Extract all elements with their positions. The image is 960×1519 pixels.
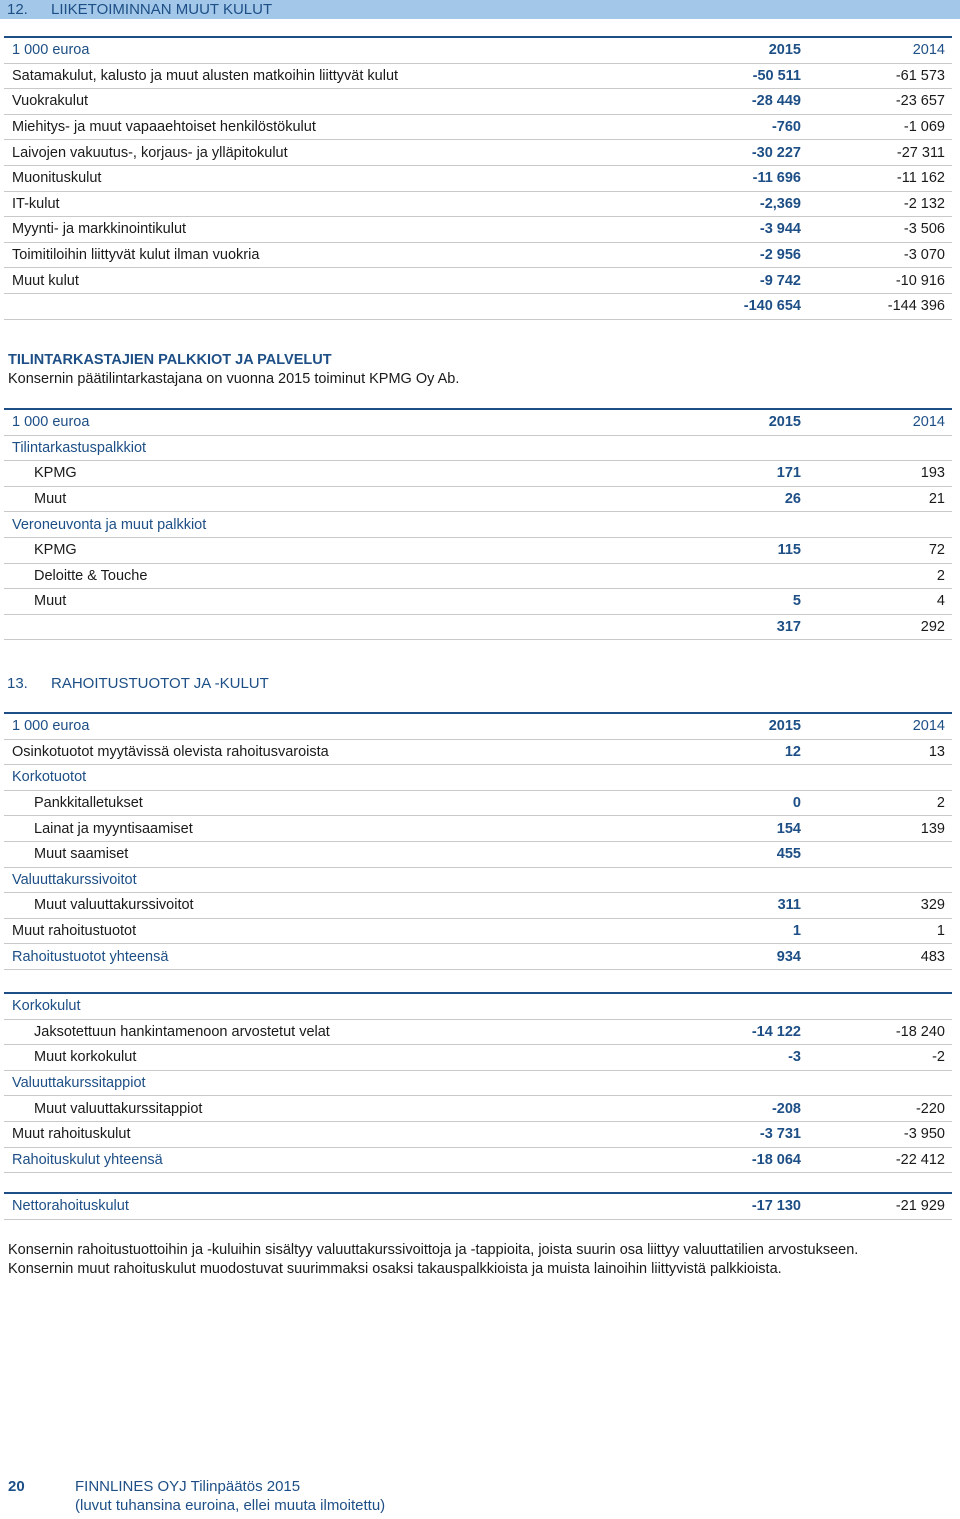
note-line: Konsernin rahoitustuottoihin ja -kuluihin sisältyy valuuttakurssivoittoja ja -tappioita, joista suurin osa liittyy valuuttatilien arvostukseen. bbox=[8, 1242, 859, 1258]
row-label: Satamakulut, kalusto ja muut alusten matkoihin liittyvät kulut bbox=[12, 67, 399, 84]
value-2014: 2014 bbox=[912, 414, 945, 431]
table-row bbox=[4, 765, 952, 791]
value-2014: -3 070 bbox=[903, 247, 945, 264]
row-label: Korkokulut bbox=[12, 998, 81, 1015]
section-13-title: RAHOITUSTUOTOT JA -KULUT bbox=[51, 675, 269, 692]
table-row bbox=[4, 243, 952, 269]
table-row bbox=[4, 816, 952, 842]
value-2014: -22 412 bbox=[895, 1151, 945, 1168]
row-label: Muut bbox=[34, 593, 67, 610]
value-2015: -11 696 bbox=[752, 170, 801, 187]
row-label: Korkotuotot bbox=[12, 769, 87, 786]
table-row bbox=[4, 89, 952, 115]
table-row bbox=[4, 842, 952, 868]
value-2014: 13 bbox=[928, 743, 945, 760]
value-2014: 193 bbox=[920, 465, 945, 482]
value-2015: -30 227 bbox=[751, 144, 801, 161]
value-2014: -144 396 bbox=[887, 298, 945, 315]
table-row bbox=[4, 564, 952, 590]
value-2015: -208 bbox=[771, 1100, 801, 1117]
table-row bbox=[4, 893, 952, 919]
page-number: 20 bbox=[8, 1478, 25, 1495]
row-label: IT-kulut bbox=[12, 195, 60, 212]
row-label: Toimitiloihin liittyvät kulut ilman vuokria bbox=[12, 247, 260, 264]
footer-text bbox=[75, 1477, 385, 1515]
table-row bbox=[4, 994, 952, 1020]
table-row bbox=[4, 436, 952, 462]
table-row bbox=[4, 1045, 952, 1071]
row-label: Osinkotuotot myytävissä olevista rahoitusvaroista bbox=[12, 743, 329, 760]
table-row bbox=[4, 217, 952, 243]
table-row bbox=[4, 919, 952, 945]
financial-expenses-table bbox=[4, 992, 952, 1173]
row-label: Rahoituskulut yhteensä bbox=[12, 1151, 163, 1168]
row-label: Muut rahoituskulut bbox=[12, 1126, 131, 1143]
table-header-row bbox=[4, 410, 952, 436]
row-label: 1 000 euroa bbox=[12, 42, 90, 59]
table-row bbox=[4, 1020, 952, 1046]
value-2014: -3 506 bbox=[903, 221, 945, 238]
row-label: Veroneuvonta ja muut palkkiot bbox=[12, 516, 207, 533]
value-2015: 26 bbox=[784, 491, 801, 508]
table-row bbox=[4, 1194, 952, 1220]
row-label: Muut saamiset bbox=[34, 846, 129, 863]
row-label: KPMG bbox=[34, 465, 77, 482]
table-row bbox=[4, 740, 952, 766]
section-number: 12. bbox=[7, 1, 28, 18]
value-2015: -3 731 bbox=[759, 1126, 801, 1143]
value-2014: -1 069 bbox=[903, 119, 945, 136]
row-label: Muut korkokulut bbox=[34, 1049, 137, 1066]
value-2014: 139 bbox=[920, 820, 945, 837]
value-2014: -21 929 bbox=[895, 1198, 945, 1215]
value-2015: -9 742 bbox=[759, 272, 801, 289]
row-label: KPMG bbox=[34, 542, 77, 559]
table-row bbox=[4, 1148, 952, 1174]
footer-line-1: FINNLINES OYJ Tilinpäätös 2015 bbox=[75, 1478, 301, 1495]
row-label: Muonituskulut bbox=[12, 170, 102, 187]
table-row bbox=[4, 461, 952, 487]
table-row bbox=[4, 512, 952, 538]
row-label: Miehitys- ja muut vapaaehtoiset henkilöstökulut bbox=[12, 119, 316, 136]
table-row bbox=[4, 192, 952, 218]
value-2015: 455 bbox=[776, 846, 801, 863]
value-2015: 311 bbox=[777, 897, 801, 914]
value-2014: 2014 bbox=[912, 718, 945, 735]
table-row bbox=[4, 538, 952, 564]
table-row bbox=[4, 64, 952, 90]
value-2014: 2 bbox=[936, 567, 945, 584]
value-2014: 21 bbox=[928, 491, 945, 508]
value-2015: 2015 bbox=[768, 718, 801, 735]
row-label: 1 000 euroa bbox=[12, 414, 90, 431]
row-label: Tilintarkastuspalkkiot bbox=[12, 439, 147, 456]
value-2014: -27 311 bbox=[896, 144, 945, 161]
value-2015: -760 bbox=[771, 119, 801, 136]
table-row bbox=[4, 615, 952, 641]
value-2015: 317 bbox=[776, 619, 801, 636]
value-2015: -2 956 bbox=[759, 247, 801, 264]
value-2015: 154 bbox=[776, 820, 801, 837]
table-row bbox=[4, 487, 952, 513]
row-label: Laivojen vakuutus-, korjaus- ja ylläpitokulut bbox=[12, 144, 288, 161]
value-2014: 72 bbox=[928, 542, 945, 559]
row-label: Muut kulut bbox=[12, 272, 79, 289]
value-2015: -3 bbox=[788, 1049, 801, 1066]
section-title: LIIKETOIMINNAN MUUT KULUT bbox=[51, 1, 273, 18]
financial-notes bbox=[8, 1241, 858, 1279]
section-13-number: 13. bbox=[7, 675, 28, 692]
auditors-fees-table bbox=[4, 408, 952, 640]
footer-line-2: (luvut tuhansina euroina, ellei muuta ilmoitettu) bbox=[75, 1497, 386, 1514]
value-2015: 2015 bbox=[768, 414, 801, 431]
row-label: Pankkitalletukset bbox=[34, 795, 143, 812]
value-2015: -3 944 bbox=[759, 221, 801, 238]
value-2015: -14 122 bbox=[751, 1023, 801, 1040]
value-2014: -2 132 bbox=[903, 195, 945, 212]
financial-income-table bbox=[4, 712, 952, 970]
table-row bbox=[4, 294, 952, 320]
row-label: Muut bbox=[34, 491, 67, 508]
value-2015: 0 bbox=[792, 795, 801, 812]
row-label: Nettorahoituskulut bbox=[12, 1198, 129, 1215]
note-line: Konsernin muut rahoituskulut muodostuvat suurimmaksi osaksi takauspalkkioista ja muista lainoihin liittyvistä palkkioista. bbox=[8, 1261, 782, 1277]
other-operating-expenses-table bbox=[4, 36, 952, 320]
value-2015: 1 bbox=[792, 923, 801, 940]
value-2015: -18 064 bbox=[751, 1151, 801, 1168]
row-label: Valuuttakurssitappiot bbox=[12, 1075, 146, 1092]
row-label: Deloitte & Touche bbox=[34, 567, 148, 584]
value-2015: -50 511 bbox=[752, 67, 801, 84]
value-2014: 483 bbox=[920, 948, 945, 965]
table-row bbox=[4, 115, 952, 141]
value-2014: 4 bbox=[936, 593, 945, 610]
value-2014: 329 bbox=[920, 897, 945, 914]
row-label: Rahoitustuotot yhteensä bbox=[12, 948, 169, 965]
row-label: Valuuttakurssivoitot bbox=[12, 871, 137, 888]
table-row bbox=[4, 868, 952, 894]
auditors-fees-subtitle: Konsernin päätilintarkastajana on vuonna 2015 toiminut KPMG Oy Ab. bbox=[8, 371, 460, 387]
value-2015: 2015 bbox=[768, 42, 801, 59]
table-row bbox=[4, 140, 952, 166]
table-row bbox=[4, 268, 952, 294]
value-2014: 1 bbox=[936, 923, 945, 940]
row-label: Muut valuuttakurssivoitot bbox=[34, 897, 194, 914]
net-financial-expenses-table bbox=[4, 1192, 952, 1220]
value-2015: -28 449 bbox=[751, 93, 801, 110]
table-row bbox=[4, 1122, 952, 1148]
value-2015: -140 654 bbox=[743, 298, 801, 315]
value-2014: -10 916 bbox=[895, 272, 945, 289]
table-row bbox=[4, 1096, 952, 1122]
value-2015: 934 bbox=[776, 948, 801, 965]
value-2014: 2 bbox=[936, 795, 945, 812]
table-row bbox=[4, 1071, 952, 1097]
value-2015: 5 bbox=[792, 593, 801, 610]
row-label: Muut rahoitustuotot bbox=[12, 923, 137, 940]
value-2014: -2 bbox=[932, 1049, 945, 1066]
table-row bbox=[4, 166, 952, 192]
value-2014: -18 240 bbox=[895, 1023, 945, 1040]
row-label: 1 000 euroa bbox=[12, 718, 90, 735]
section-12-heading bbox=[0, 0, 960, 19]
row-label: Jaksotettuun hankintamenoon arvostetut velat bbox=[34, 1023, 330, 1040]
value-2015: 171 bbox=[776, 465, 801, 482]
value-2014: -220 bbox=[915, 1100, 945, 1117]
value-2015: 12 bbox=[784, 743, 801, 760]
table-header-row bbox=[4, 38, 952, 64]
value-2015: 115 bbox=[777, 542, 801, 559]
table-row bbox=[4, 589, 952, 615]
value-2015: -17 130 bbox=[751, 1198, 801, 1215]
value-2014: -61 573 bbox=[895, 67, 945, 84]
value-2014: 2014 bbox=[912, 42, 945, 59]
row-label: Myynti- ja markkinointikulut bbox=[12, 221, 187, 238]
value-2014: -23 657 bbox=[895, 93, 945, 110]
auditors-fees-title: TILINTARKASTAJIEN PALKKIOT JA PALVELUT bbox=[8, 352, 332, 368]
row-label: Vuokrakulut bbox=[12, 93, 89, 110]
table-header-row bbox=[4, 714, 952, 740]
value-2015: -2,369 bbox=[759, 195, 801, 212]
table-row bbox=[4, 791, 952, 817]
value-2014: -11 162 bbox=[896, 170, 945, 187]
value-2014: -3 950 bbox=[903, 1126, 945, 1143]
value-2014: 292 bbox=[920, 619, 945, 636]
row-label: Muut valuuttakurssitappiot bbox=[34, 1100, 203, 1117]
row-label: Lainat ja myyntisaamiset bbox=[34, 820, 193, 837]
table-row bbox=[4, 944, 952, 970]
